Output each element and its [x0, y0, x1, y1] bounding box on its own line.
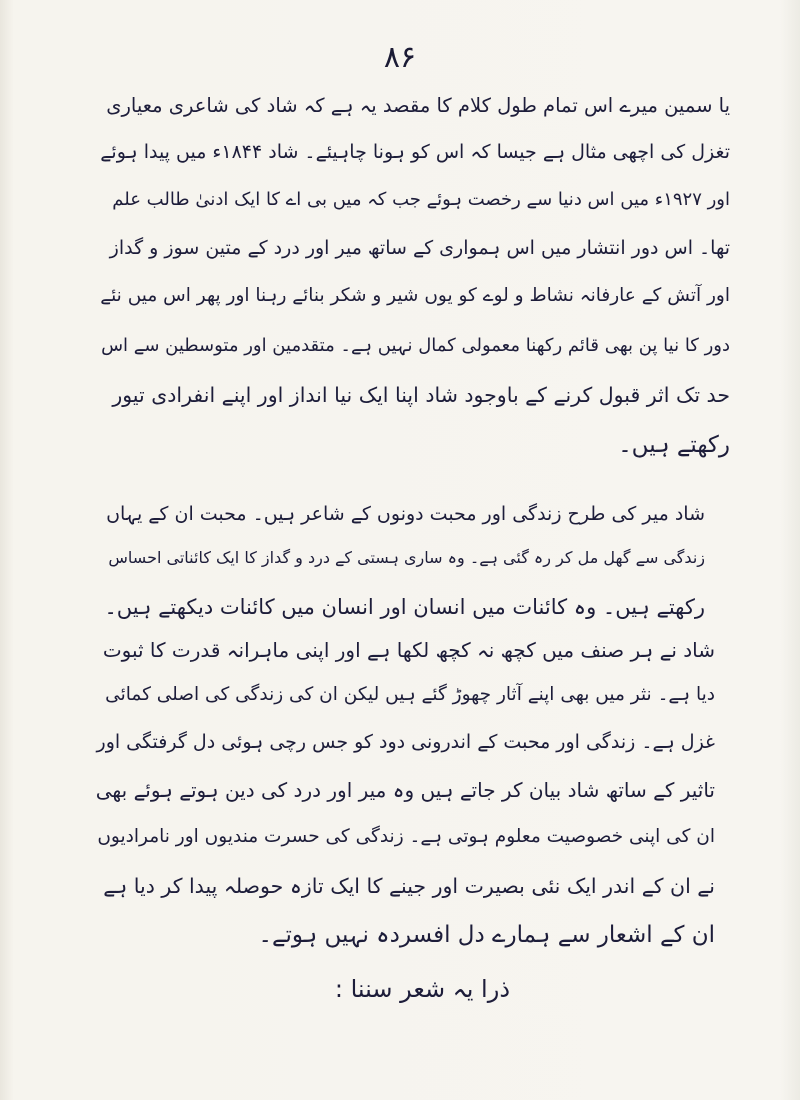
- text-line: دور کا نیا پن بھی قائم رکھنا معمولی کمال نہیں ہے۔ متقدمین اور متوسطین سے اس: [101, 335, 730, 356]
- text-line: شاد میر کی طرح زندگی اور محبت دونوں کے شاعر ہیں۔ محبت ان کے یہاں: [106, 503, 705, 525]
- page-number: ۸۶: [383, 40, 417, 75]
- text-line: اور ۱۹۲۷ء میں اس دنیا سے رخصت ہوئے جب کہ میں بی اے کا ایک ادنیٰ طالب علم: [112, 189, 730, 210]
- text-line: حد تک اثر قبول کرنے کے باوجود شاد اپنا ایک نیا انداز اور اپنے انفرادی تیور: [112, 383, 730, 407]
- closing-line: ذرا یہ شعر سننا :: [334, 975, 510, 1003]
- text-line: زندگی سے گھل مل کر رہ گئی ہے۔ وہ ساری ہستی کے درد و گداز کا ایک کائناتی احساس: [108, 548, 705, 567]
- paragraph-2: [95, 505, 705, 645]
- text-line: شاد نے ہر صنف میں کچھ نہ کچھ لکھا ہے اور اپنی ماہرانہ قدرت کا ثبوت: [102, 638, 715, 662]
- text-line: تغزل کی اچھی مثال ہے جیسا کہ اس کو ہونا چاہیئے۔ شاد ۱۸۴۴ء میں پیدا ہوئے: [100, 141, 730, 163]
- text-line: نے ان کے اندر ایک نئی بصیرت اور جینے کا ایک تازہ حوصلہ پیدا کر دیا ہے: [103, 874, 715, 898]
- text-line: رکھتے ہیں۔ وہ کائنات میں انسان اور انسان میں کائنات دیکھتے ہیں۔: [104, 595, 705, 619]
- text-line: تھا۔ اس دور انتشار میں اس ہمواری کے ساتھ میر اور درد کے متین سوز و گداز: [109, 237, 730, 259]
- text-line: ان کے اشعار سے ہمارے دل افسردہ نہیں ہوتے۔: [258, 922, 715, 948]
- paragraph-3: [95, 640, 715, 970]
- text-line: اور آتش کے عارفانہ نشاط و لوے کو یوں شیر و شکر بنائے رہنا اور پھر اس میں نئے: [100, 285, 730, 306]
- text-line: رکھتے ہیں۔: [618, 432, 730, 458]
- text-line: تاثیر کے ساتھ شاد بیان کر جاتے ہیں وہ میر اور درد کی دین ہوتے ہوئے بھی: [95, 778, 715, 802]
- text-line: دیا ہے۔ نثر میں بھی اپنے آثار چھوڑ گئے ہیں لیکن ان کی زندگی کی اصلی کمائی: [105, 684, 715, 705]
- paragraph-1: [100, 96, 730, 476]
- text-line: ان کی اپنی خصوصیت معلوم ہوتی ہے۔ زندگی کی حسرت مندیوں اور نامرادیوں: [97, 826, 715, 847]
- text-line: یا سمین میرے اس تمام طول کلام کا مقصد یہ ہے کہ شاد کی شاعری معیاری: [106, 94, 730, 117]
- text-line: غزل ہے۔ زندگی اور محبت کے اندرونی دود کو جس رچی ہوئی دل گرفتگی اور: [96, 731, 715, 753]
